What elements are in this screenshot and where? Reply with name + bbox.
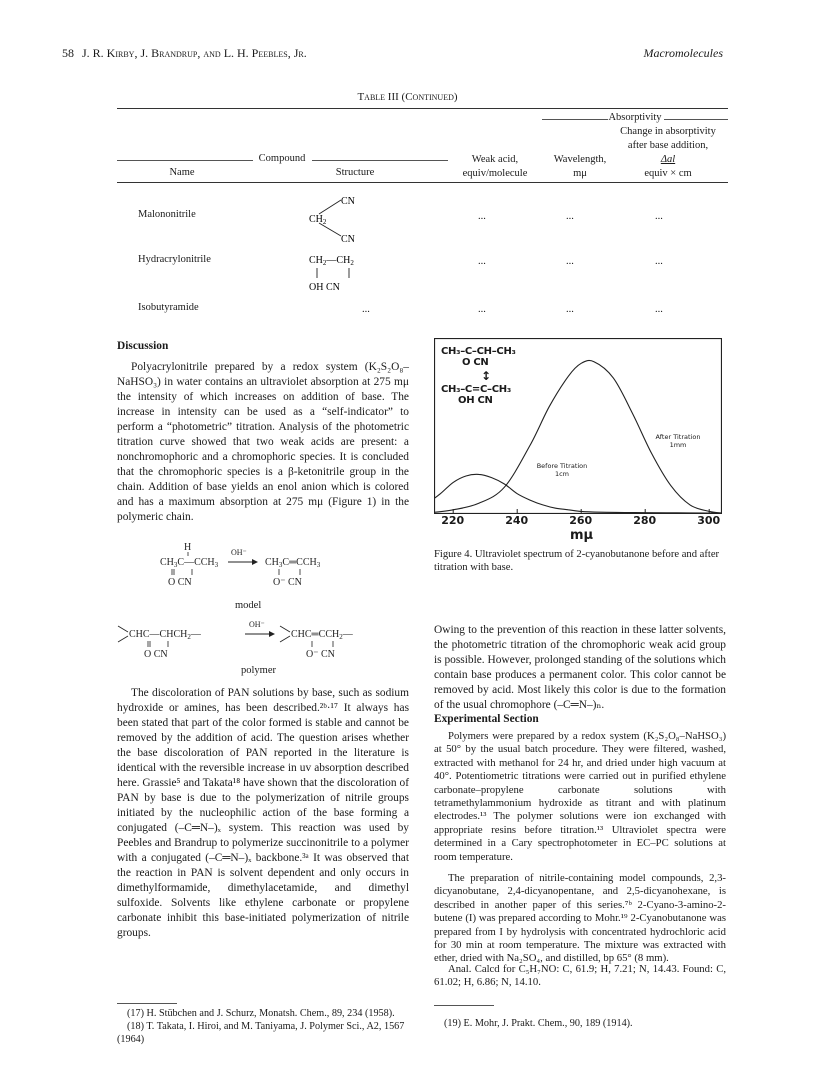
- svg-text:O CN: O CN: [168, 577, 192, 588]
- svg-text:O⁻ CN: O⁻ CN: [273, 577, 302, 588]
- row3-weak-acid: ...: [478, 304, 486, 315]
- row-name-hydracrylonitrile: Hydracrylonitrile: [138, 254, 211, 265]
- svg-text:CH3C═CCH3: $CH_3C═CCH_3$: [265, 557, 321, 569]
- svg-text:CH2—CH2: $CH_2—CH_2$: [309, 255, 354, 267]
- structure-enol: CH₃–C=C–CH₃: [441, 384, 511, 395]
- row3-structure: ...: [362, 304, 370, 315]
- x-axis-area: [434, 514, 722, 546]
- svg-text:CHC═CCH2—: $CHC═CCH_2—$: [291, 629, 353, 641]
- analysis-line: Anal. Calcd for C₅H₇NO: C, 61.9; H, 7.21; N, 14.43. Found: C, 61.02; H, 6.86; N, 14.10.: [434, 963, 726, 989]
- svg-text:O CN: O CN: [144, 649, 168, 660]
- row2-wavelength: ...: [566, 256, 574, 267]
- table-header-rule: [117, 182, 728, 183]
- malononitrile-structure: [305, 192, 365, 247]
- row-name-isobutyramide: Isobutyramide: [138, 302, 199, 313]
- row2-weak-acid: ...: [478, 256, 486, 267]
- group-absorptivity: Absorptivity: [608, 112, 662, 123]
- svg-text:CN: CN: [341, 196, 355, 207]
- polymer-label: polymer: [241, 665, 276, 676]
- discussion-heading: Discussion: [117, 340, 169, 352]
- table-top-rule: [117, 108, 728, 109]
- right-paragraph-1: Owing to the prevention of this reaction in these latter solvents, the photometric titration of the chromophoric weak acid group is possible. However, prolonged standing of the solutions which contain base produces a permanent color. This color cannot be removed by acid. Most likely this color is due to the formation of the usual chromophore (–C═N–)ₙ.: [434, 624, 726, 711]
- x-tick-label-220: 220: [441, 514, 465, 527]
- page-number: 58: [62, 46, 74, 60]
- col-change: Change in absorptivity after base addition, Δal equiv × cm: [620, 126, 716, 179]
- journal-name: Macromolecules: [643, 46, 723, 60]
- svg-text:H: H: [184, 542, 192, 553]
- x-axis-label: mμ: [570, 528, 594, 543]
- col-wavelength: Wavelength, mμ: [553, 154, 607, 179]
- svg-text:OH⁻: OH⁻: [231, 548, 247, 557]
- structure-keto: CH₃–C–CH–CH₃: [441, 346, 516, 357]
- figure-caption: Figure 4. Ultraviolet spectrum of 2-cyanobutanone before and after titration with base.: [434, 549, 720, 573]
- footnote-18: (18) T. Takata, I. Hiroi, and M. Taniyama, J. Polymer Sci., A2, 1567 (1964): [117, 1021, 405, 1045]
- experimental-heading: Experimental Section: [434, 713, 539, 725]
- x-tick-label-260: 260: [569, 514, 593, 527]
- row-name-malononitrile: Malononitrile: [138, 209, 196, 220]
- x-tick-label-240: 240: [505, 514, 529, 527]
- row3-wavelength: ...: [566, 304, 574, 315]
- discussion-paragraph-2: The discoloration of PAN solutions by base, such as sodium hydroxide or amines, has been described.²ᵇ·¹⁷ It always has been stated that part of the color formed is stable and cannot be removed by the addition of acid. The question arises whether the base discoloration of PAN reported in the literature is identical with the reversible increase in uv absorption described here. Grassie⁵ and Takata¹⁸ have shown that the discoloration of PAN by base is due to the polymerization of nitrile groups initiated by the nucleophilic action of the base forming a conjugated (–C═N–)ₓ system. This reaction was used by Peebles and Brandrup to polymerize succinonitrile to a polymer with a conjugated (–C═N–)ₓ backbone.³ᵃ It was observed that the reaction in PAN is solvent dependent and only occurs in dimethylformamide, dimethylacetamide, and dimethyl sulfoxide. Solvents like ethylene carbonate or propylene carbonate inhibit this base-initiated polymerization of nitrile groups.: [117, 687, 409, 939]
- svg-text:CN: CN: [341, 234, 355, 245]
- structure-keto-sub: O CN: [462, 357, 489, 368]
- model-label: model: [235, 600, 262, 611]
- table-title: Table III (Continued): [357, 91, 458, 103]
- col-weak-acid: Weak acid, equiv/molecule: [462, 154, 528, 179]
- row1-wavelength: ...: [566, 211, 574, 222]
- model-reaction-scheme: [150, 540, 390, 590]
- row3-change: ...: [655, 304, 663, 315]
- x-tick-label-300: 300: [697, 514, 721, 527]
- discussion-paragraph-1: Polyacrylonitrile prepared by a redox system (K₂S₂O₈–NaHSO₃) in water contains an ultraviolet absorption at 275 mμ the intensity of which increases on addition of base. The increase in intensity can be used as a “self-indicator” to perform a “photometric” titration. Analysis of the photometric titration curve showed that two weak acids are present: a nonchromophoric and a chromophoric species. It is concluded that the chromophoric species is a β-ketonitrile group in the chain. Addition of base yields an enol anion which is colored and has a maximum absorption at 275 mμ (Figure 1) in the polymeric chain.: [117, 361, 409, 523]
- svg-text:CH3C—CCH3: $CH_3C—CCH_3$: [160, 557, 219, 569]
- before-titration-label: Before Titration 1cm: [536, 462, 588, 478]
- svg-text:OH⁻: OH⁻: [249, 620, 265, 629]
- row1-change: ...: [655, 211, 663, 222]
- footnote-17: (17) H. Stübchen and J. Schurz, Monatsh. Chem., 89, 234 (1958).: [127, 1008, 395, 1019]
- svg-text:O⁻ CN: O⁻ CN: [306, 649, 335, 660]
- experimental-paragraph-1: Polymers were prepared by a redox system (K₂S₂O₈–NaHSO₃) at 50° by the usual batch procedure. They were filtered, washed, extracted with methanol for 24 hr, and dried under high vacuum at 40°. Potentiometric titrations were carried out in purified ethylene carbonate–propylene carbonate solutions with tetramethylammonium hydroxide as titrant and with platinum electrodes.¹³ The polymer solutions were ion exchanged with appropriate resins before titration.¹³ Ultraviolet spectra were determined in a Cary spectrophotometer in EC–PC solutions at room temperature.: [434, 730, 726, 863]
- structure-enol-sub: OH CN: [458, 395, 493, 406]
- group-compound: Compound: [258, 153, 306, 164]
- svg-text:CHC—CHCH2—: $CHC—CHCH_2—$: [129, 629, 201, 641]
- series-line-before-titration: [434, 474, 722, 513]
- x-tick-label-280: 280: [633, 514, 657, 527]
- polymer-reaction-scheme: [112, 612, 392, 662]
- figure-4: [434, 338, 722, 514]
- row1-weak-acid: ...: [478, 211, 486, 222]
- footnote-19: (19) E. Mohr, J. Prakt. Chem., 90, 189 (1914).: [444, 1018, 633, 1029]
- svg-text:CH2: $CH_2$: [309, 214, 327, 226]
- experimental-paragraph-2: The preparation of nitrile-containing model compounds, 2,3-dicyanobutane, 2,4-dicyanopentane, and 2,5-dicyanohexane, is described in another paper of this series.⁷ᵇ 2-Cyano-3-amino-2-butene (I) was prepared according to Mohr.¹⁹ 2-Cyanobutanone was prepared from I by hydrolysis with concentrated hydrochloric acid for 30 min at room temperature. The mixture was extracted with ether, dried with Na₂SO₄, and distilled, bp 65° (8 mm).: [434, 872, 726, 965]
- svg-text:OH CN: OH CN: [309, 282, 340, 293]
- after-titration-label: After Titration 1mm: [655, 433, 701, 449]
- hydracrylonitrile-structure: [305, 250, 375, 295]
- col-name: Name: [169, 167, 195, 178]
- row2-change: ...: [655, 256, 663, 267]
- equilibrium-arrow-icon: ↕: [481, 369, 491, 383]
- col-structure: Structure: [335, 167, 375, 178]
- running-authors: J. R. Kirby, J. Brandrup, and L. H. Peebles, Jr.: [82, 46, 307, 60]
